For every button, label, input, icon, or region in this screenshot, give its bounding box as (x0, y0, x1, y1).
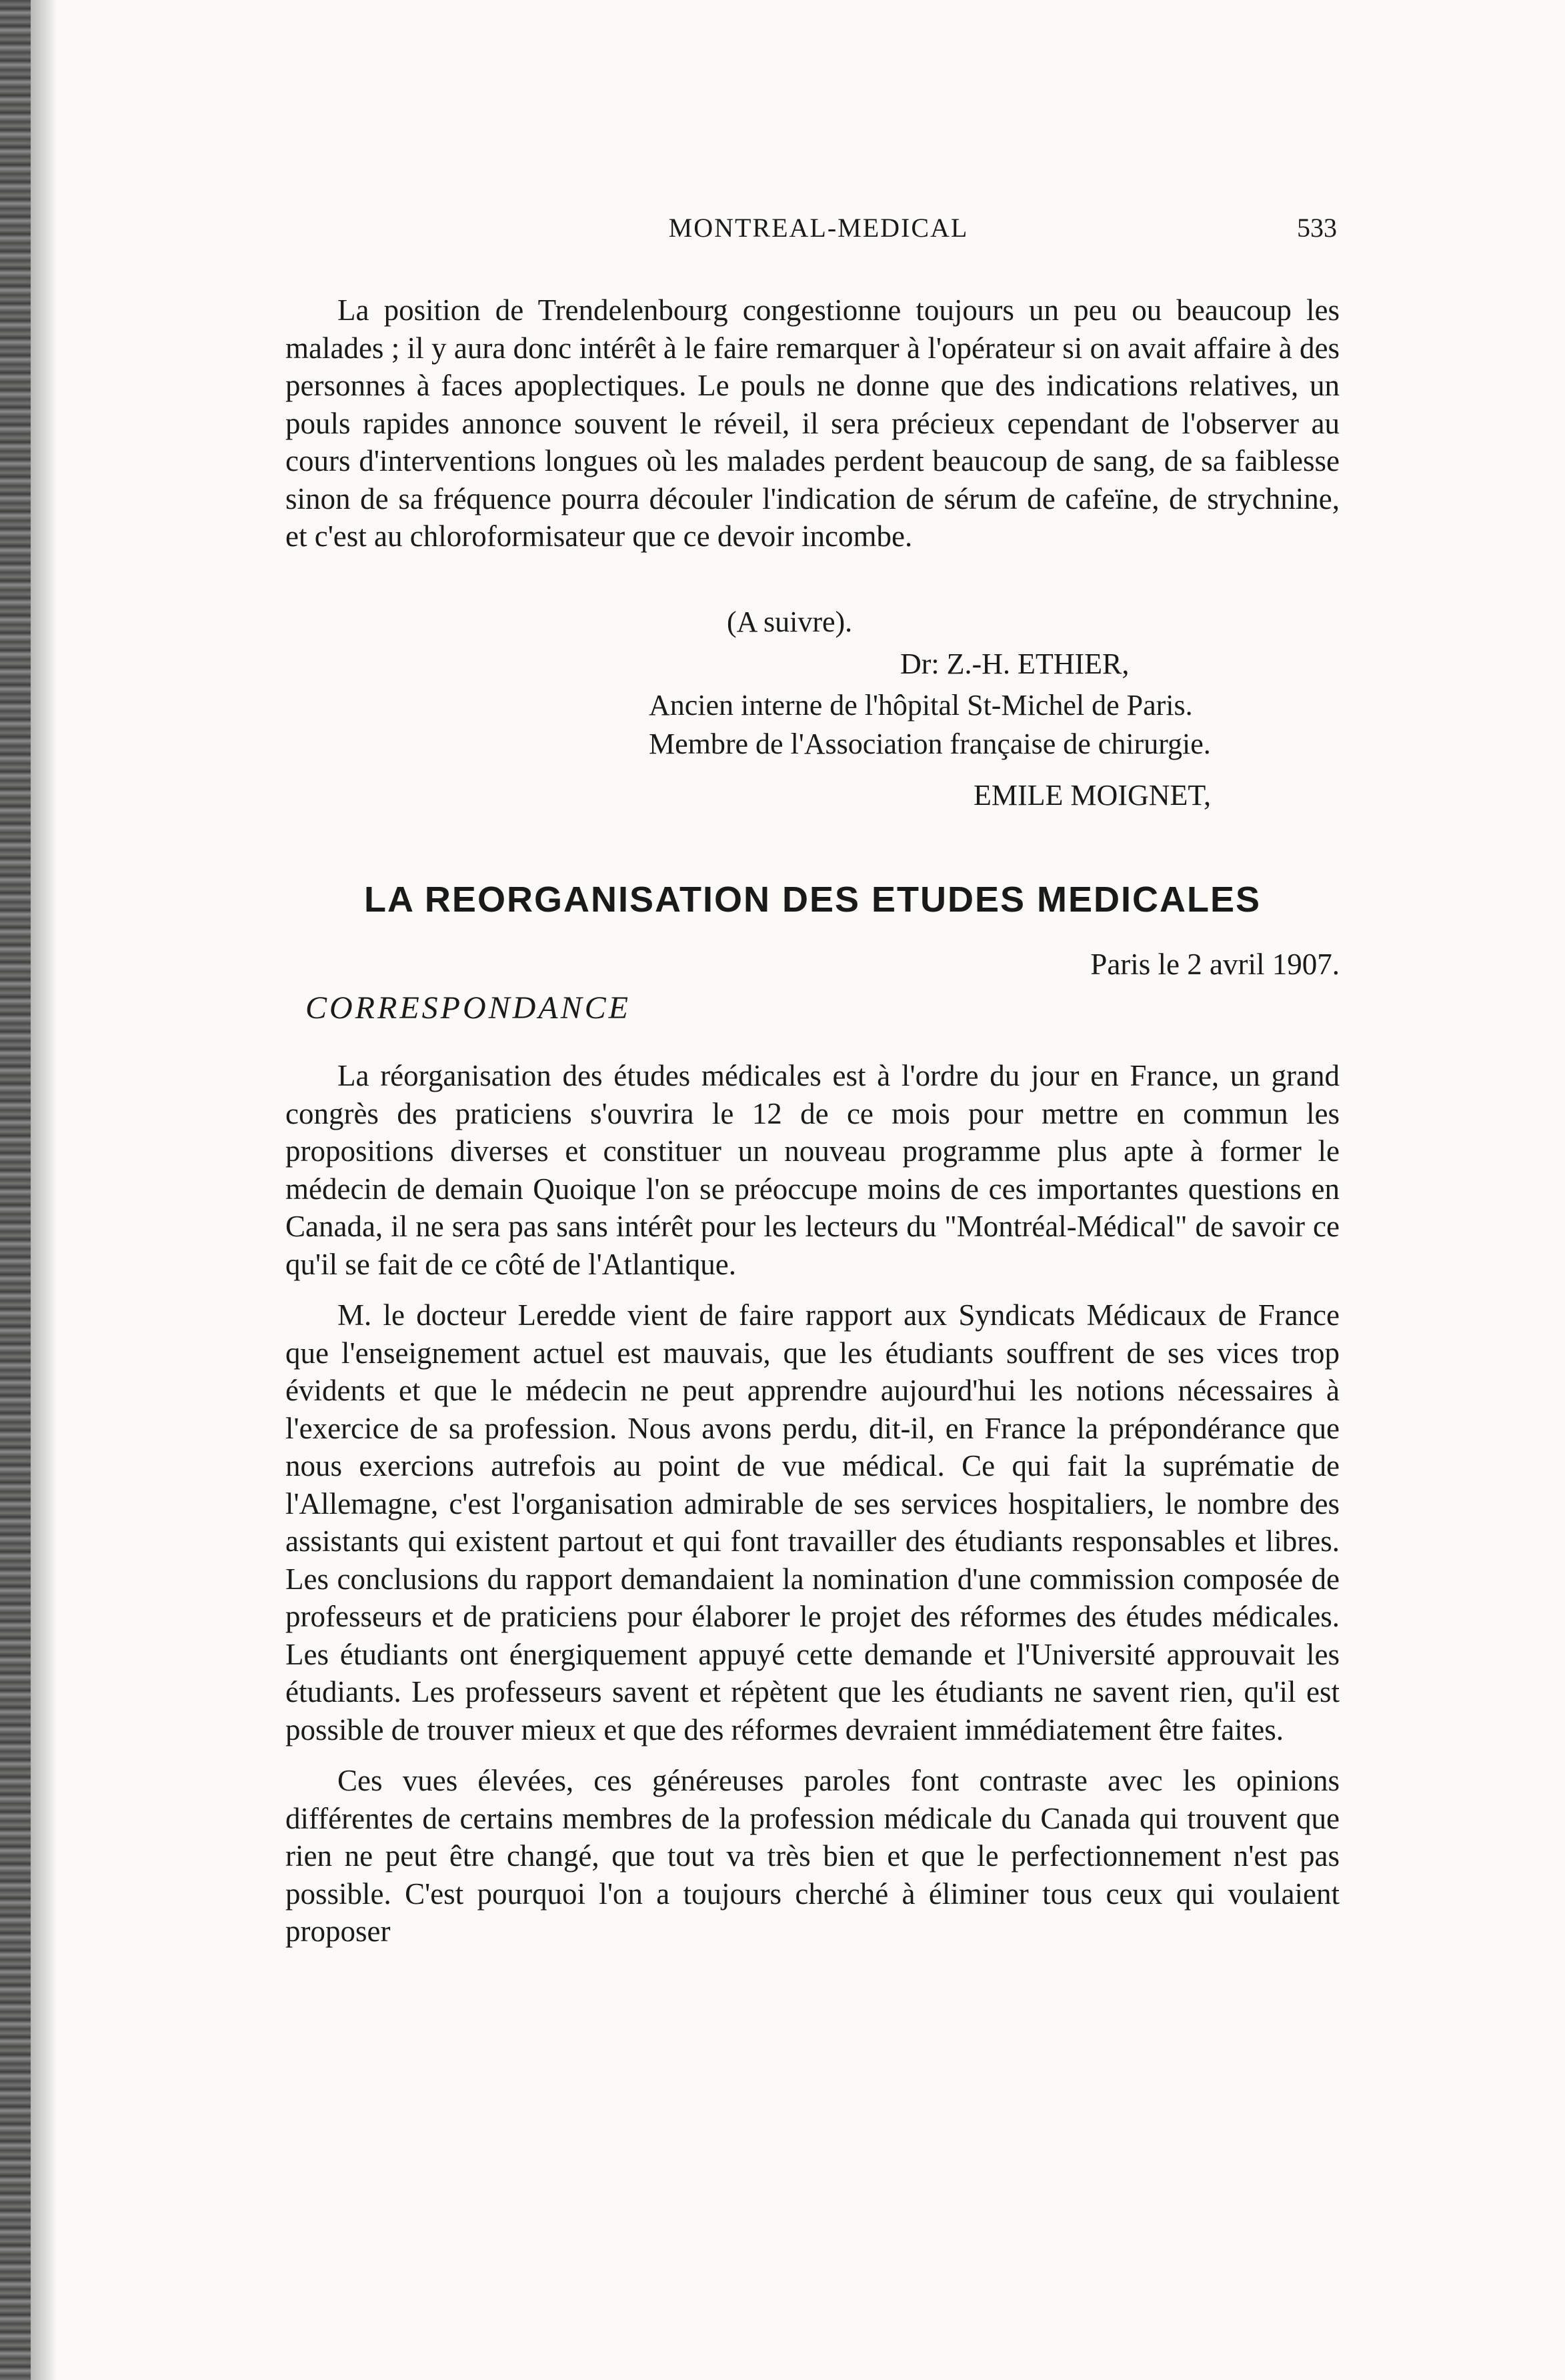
paragraph: Ces vues élevées, ces généreuses paroles font contraste avec les opinions différentes de certains membres de la profession médicale du Canada qui trouvent que rien ne peut être changé, que tout va très bien et que le perfectionnement n'est pas possible. C'est pourquoi l'on a toujours cherché à éliminer tous ceux qui voulaient proposer (285, 1764, 1340, 1948)
page-number: 533 (1297, 213, 1337, 243)
paragraph: M. le docteur Leredde vient de faire rapport aux Syndicats Médicaux de France que l'enseignement actuel est mauvais, que les étudiants souffrent de ses vices trop évidents et que le médecin ne peut apprendre aujourd'hui les notions nécessaires à l'exercice de sa profession. Nous avons perdu, dit-il, en France la prépondérance que nous exercions autrefois au point de vue médical. Ce qui fait la suprématie de l'Allemagne, c'est l'organisation admirable de ses services hospitaliers, le nombre des assistants qui existent partout et qui font travailler des étudiants responsables et libres. Les conclusions du rapport demandaient la nomination d'une commission composée de professeurs et de praticiens pour élaborer le projet des réformes des études médicales. Les étudiants ont énergiquement appuyé cette demande et l'Université approuvait les étudiants. Les professeurs savent et répètent que les étudiants ne savent rien, qu'il est possible de trouver mieux et que des réformes devraient immédiatement être faites. (285, 1298, 1340, 1746)
author-title: Ancien interne de l'hôpital St-Michel de Paris. (649, 689, 1193, 722)
binding-shadow (31, 0, 57, 2380)
running-title: MONTREAL-MEDICAL (668, 213, 969, 243)
second-author-name: EMILE MOIGNET, (974, 779, 1211, 812)
article-title: LA REORGANISATION DES ETUDES MEDICALES (363, 880, 1262, 920)
first-paragraph-block (285, 291, 1340, 555)
paragraph: La position de Trendelenbourg congestionne toujours un peu ou beaucoup les malades ; il y aura donc intérêt à le faire remarquer à l'opérateur si on avait affaire à des personnes à faces apoplectiques. Le pouls ne donne que des indications relatives, un pouls rapides annonce souvent le réveil, il sera précieux cependant de l'observer au cours d'interventions longues où les malades perdent beaucoup de sang, de sa faiblesse sinon de sa fréquence pourra découler l'indication de sérum de cafeïne, de strychnine, et c'est au chloroformisateur que ce devoir incombe. (285, 293, 1340, 553)
page-header (300, 212, 1337, 252)
author-name: Dr: Z.-H. ETHIER, (900, 648, 1130, 680)
paragraph: La réorganisation des études médicales est à l'ordre du jour en France, un grand congrès des praticiens s'ouvrira le 12 de ce mois pour mettre en commun les propositions diverses et constituer un nouveau programme plus apte à former le médecin de demain Quoique l'on se préoccupe moins de ces importantes questions en Canada, il ne sera pas sans intérêt pour les lecteurs du "Montréal-Médical" de savoir ce qu'il se fait de ce côté de l'Atlantique. (285, 1059, 1340, 1281)
dateline: Paris le 2 avril 1907. (1090, 948, 1340, 981)
article-body (285, 1057, 1340, 1951)
binding-edge (0, 0, 31, 2380)
author-title: Membre de l'Association française de chirurgie. (649, 728, 1211, 760)
to-be-continued: (A suivre). (727, 606, 853, 638)
section-heading: CORRESPONDANCE (305, 990, 631, 1026)
